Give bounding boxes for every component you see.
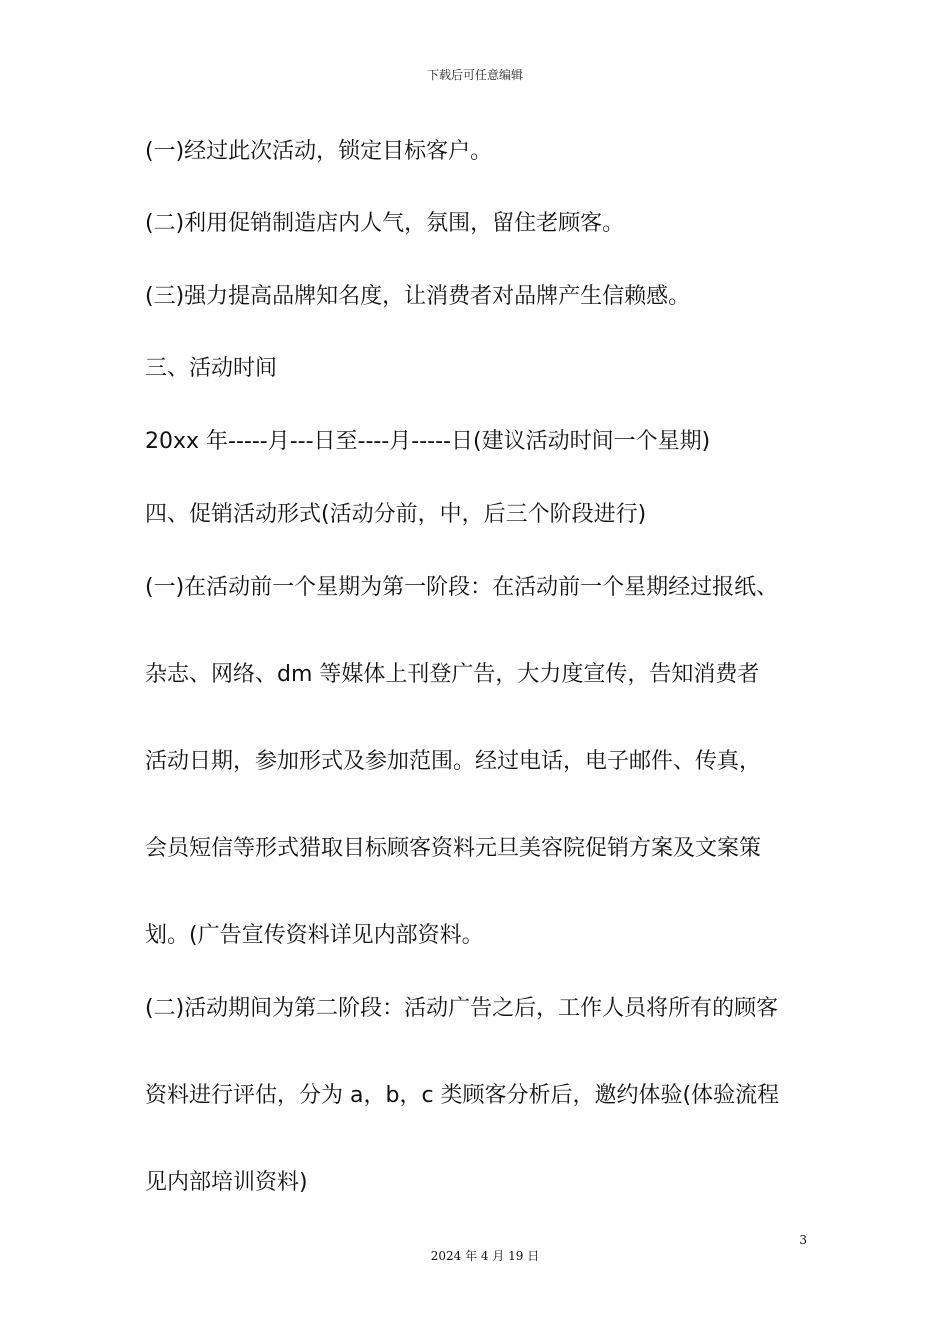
paragraph-line: 资料进行评估，分为 a，b，c 类顾客分析后，邀约体验(体验流程 bbox=[145, 1083, 780, 1108]
paragraph-line: (一)在活动前一个星期为第一阶段：在活动前一个星期经过报纸、 bbox=[145, 575, 779, 600]
paragraph-line: (二)活动期间为第二阶段：活动广告之后，工作人员将所有的顾客 bbox=[145, 996, 779, 1021]
paragraph-line: 杂志、网络、dm 等媒体上刊登广告，大力度宣传，告知消费者 bbox=[145, 662, 760, 687]
paragraph-line: (一)经过此次活动，锁定目标客户。 bbox=[145, 139, 493, 164]
section-heading: 三、活动时间 bbox=[145, 356, 278, 381]
paragraph-line: 划。(广告宣传资料详见内部资料。 bbox=[145, 923, 484, 948]
paragraph-line: (二)利用促销制造店内人气，氛围，留住老顾客。 bbox=[145, 211, 625, 236]
paragraph-line: 见内部培训资料) bbox=[145, 1170, 308, 1195]
section-heading: 四、促销活动形式(活动分前，中，后三个阶段进行) bbox=[145, 502, 647, 527]
page-header: 下载后可任意编辑 bbox=[426, 68, 523, 82]
paragraph-line: 活动日期，参加形式及参加范围。经过电话，电子邮件、传真， bbox=[145, 749, 762, 774]
paragraph-line: 会员短信等形式猎取目标顾客资料元旦美容院促销方案及文案策 bbox=[145, 836, 762, 861]
page-number: 3 bbox=[799, 1233, 807, 1247]
footer-date: 2024 年 4 月 19 日 bbox=[430, 1249, 540, 1263]
paragraph-line: 20xx 年-----月---日至----月-----日(建议活动时间一个星期) bbox=[145, 429, 711, 454]
paragraph-line: (三)强力提高品牌知名度，让消费者对品牌产生信赖感。 bbox=[145, 284, 691, 309]
